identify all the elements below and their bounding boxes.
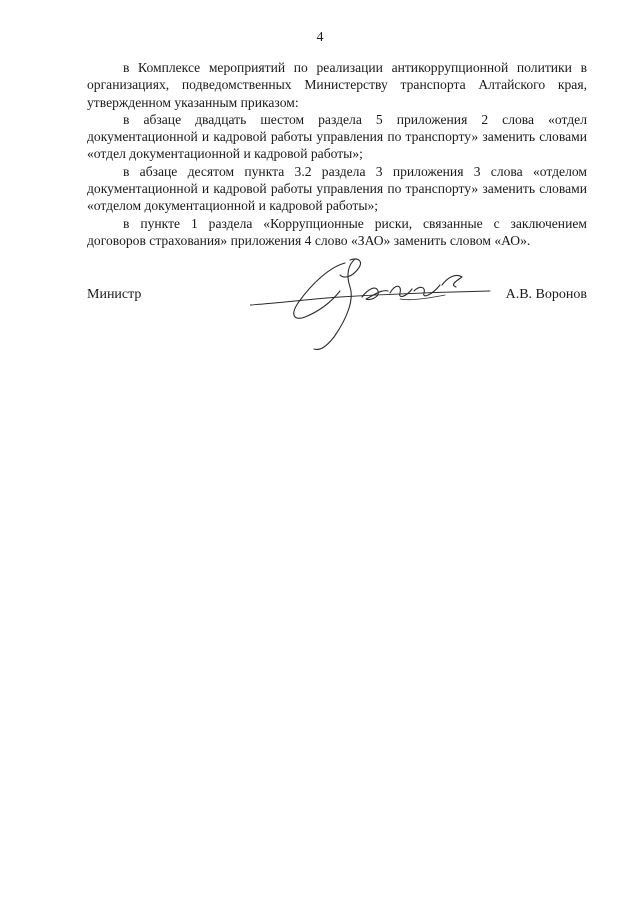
signatory-title: Министр (87, 287, 142, 302)
paragraph-appendix-2: в абзаце двадцать шестом раздела 5 приложения 2 слова «отдел документационной и кадровой работы управления по транспорту» заменить словами «отдел документационной и кадровой работы»; (87, 111, 587, 162)
paragraph-appendix-4: в пункте 1 раздела «Коррупционные риски, связанные с заключением договоров страхования» приложения 4 слово «ЗАО» заменить словом «АО». (87, 215, 587, 248)
paragraph-complex-measures: в Комплексе мероприятий по реализации антикоррупционной политики в организациях, подведомственных Министерству транспорта Алтайского края, утвержденном указанным приказом: (87, 60, 587, 110)
page-number: 4 (316, 30, 324, 45)
document-body (87, 59, 587, 249)
signature-row (87, 287, 587, 307)
paragraph-appendix-3: в абзаце десятом пункта 3.2 раздела 3 приложения 3 слова «отделом документационной и кадровой работы управления по транспорту» заменить словами «отделом документационной и кадровой работы»; (87, 163, 587, 214)
signatory-name: А.В. Воронов (505, 287, 587, 302)
